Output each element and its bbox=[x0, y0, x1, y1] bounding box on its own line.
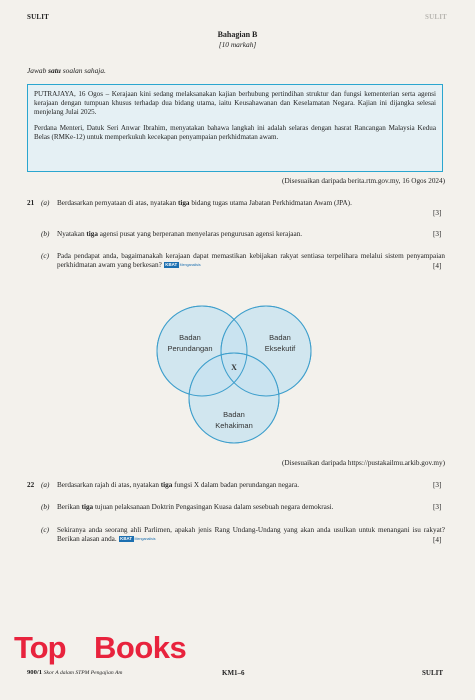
header-right: SULIT bbox=[425, 13, 448, 21]
logo-books: Books bbox=[94, 630, 187, 665]
footer-left: 900/1 Skor A dalam STPM Pengajian Am bbox=[27, 669, 123, 676]
q22a-mark: [3] bbox=[433, 481, 442, 489]
kbat-badge-sub: Menganalisis bbox=[134, 537, 156, 542]
section-title: Bahagian B bbox=[217, 30, 258, 39]
header-left: SULIT bbox=[27, 13, 50, 21]
q22b-mark: [3] bbox=[433, 503, 442, 511]
q22b-text: Berikan tiga tujuan pelaksanaan Doktrin Pengasingan Kuasa dalam sesebuah negara demokrasi. bbox=[57, 503, 334, 511]
q21b-mark: [3] bbox=[433, 230, 442, 238]
section-marks: [10 markah] bbox=[218, 40, 257, 49]
kbat-badge: KBAT bbox=[120, 536, 133, 542]
passage-box bbox=[27, 84, 443, 172]
q21c-mark: [4] bbox=[433, 262, 442, 270]
q21a-mark: [3] bbox=[433, 209, 442, 217]
venn-center-x: X bbox=[231, 363, 237, 372]
venn-bottom-line2: Kehakiman bbox=[215, 421, 253, 430]
q21b-label: (b) bbox=[41, 230, 50, 238]
q21a-text: Berdasarkan pernyataan di atas, nyatakan tiga bidang tugas utama Jabatan Perkhidmatan Awam (JPA). bbox=[57, 199, 352, 207]
passage-paragraph-2: Perdana Menteri, Datuk Seri Anwar Ibrahim, menyatakan bahawa langkah ini adalah selaras dengan hasrat Rancangan Malaysia Kedua Belas (RMKe-12) untuk memperkukuh kecekapan penyampaian perkhidmatan awam. bbox=[34, 124, 436, 142]
kbat-badge-sub: Menganalisis bbox=[179, 263, 201, 268]
q21c-label: (c) bbox=[41, 252, 49, 260]
q22c-text: Sekiranya anda seorang ahli Parlimen, apakah jenis Rang Undang-Undang yang akan anda usulkan untuk menangani isu rakyat? Berikan alasan anda. KBAT Menganalisis bbox=[57, 526, 445, 544]
logo-top: Top bbox=[14, 630, 66, 665]
footer-right: SULIT bbox=[422, 669, 444, 677]
question-22-number: 22 bbox=[27, 481, 35, 489]
footer-page-code: KM1–6 bbox=[222, 669, 245, 677]
passage-source: (Disesuaikan daripada berita.rtm.gov.my, 16 Ogos 2024) bbox=[282, 177, 445, 185]
question-21-number: 21 bbox=[27, 199, 35, 207]
passage-paragraph-1: PUTRAJAYA, 16 Ogos – Kerajaan kini sedang melaksanakan kajian berhubung pertindihan struktur dan fungsi kementerian serta agensi kerajaan dengan tumpuan khusus terhadap dua bidang utama, iaitu Keusahawanan dan Keselamatan Negara. Kajian ini dijangka selesai menjelang Julai 2025. bbox=[34, 90, 436, 117]
venn-source: (Disesuaikan daripada https://pustakailmu.arkib.gov.my) bbox=[281, 459, 445, 467]
q22a-label: (a) bbox=[41, 481, 50, 489]
venn-bottom-line1: Badan bbox=[223, 410, 245, 419]
venn-diagram bbox=[140, 296, 340, 446]
venn-right-line1: Badan bbox=[269, 333, 291, 342]
venn-left-line2: Perundangan bbox=[167, 344, 213, 353]
kbat-badge: KBAT bbox=[165, 262, 178, 268]
q21a-label: (a) bbox=[41, 199, 50, 207]
venn-right-line2: Eksekutif bbox=[264, 344, 296, 353]
venn-left-line1: Badan bbox=[179, 333, 201, 342]
q21b-text: Nyatakan tiga agensi pusat yang berperanan menyelaras pengurusan agensi kerajaan. bbox=[57, 230, 303, 238]
q22b-label: (b) bbox=[41, 503, 50, 511]
topbooks-logo bbox=[14, 630, 189, 674]
q21c-text: Pada pendapat anda, bagaimanakah kerajaan dapat memastikan kebijakan rakyat sentiasa terpelihara melalui sistem penyampaian perkhidmatan awam yang berkesan? KBAT Menganalisis bbox=[57, 252, 445, 270]
q22a-text: Berdasarkan rajah di atas, nyatakan tiga fungsi X dalam badan perundangan negara. bbox=[57, 481, 300, 489]
instruction: Jawab satu soalan sahaja. bbox=[27, 66, 106, 75]
q22c-mark: [4] bbox=[433, 536, 442, 544]
q22c-label: (c) bbox=[41, 526, 49, 534]
